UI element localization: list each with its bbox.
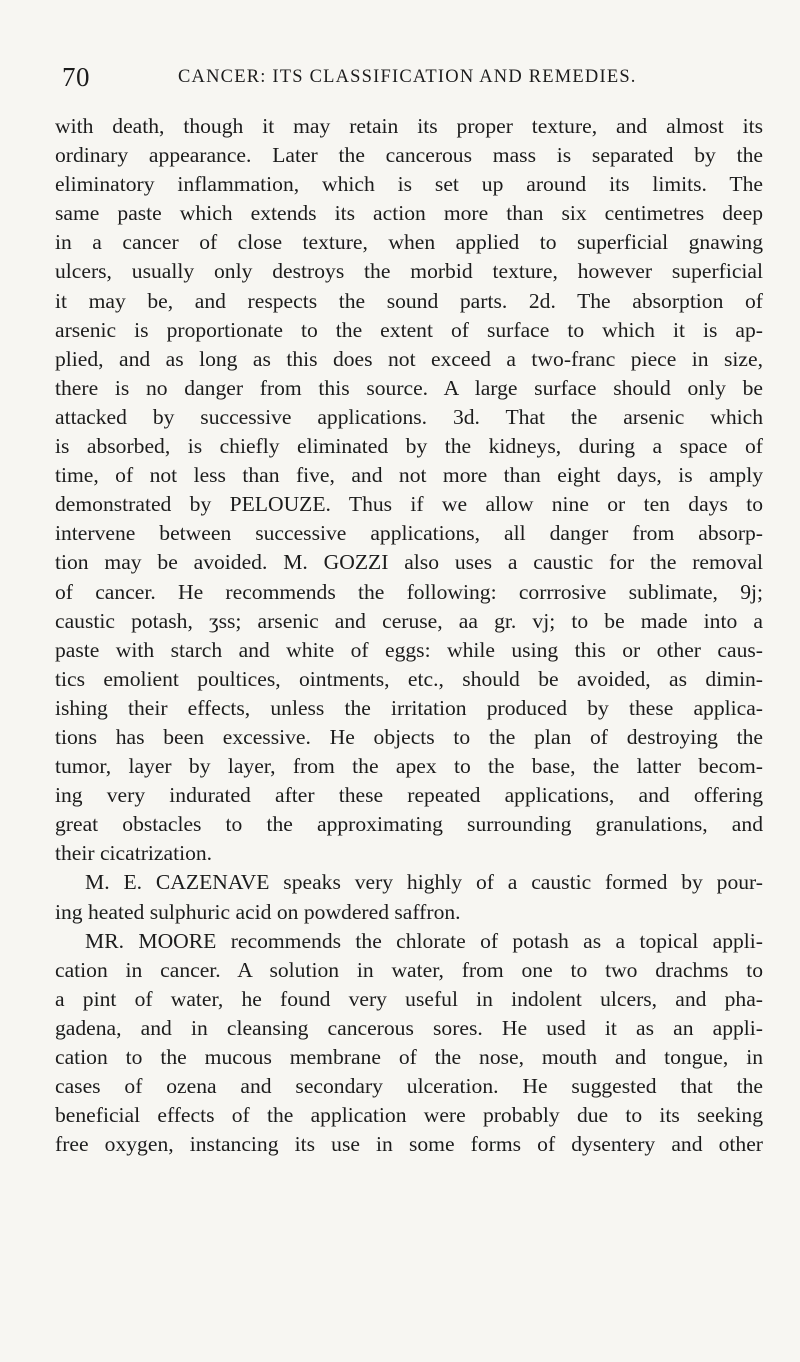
text-line: same paste which extends its action more than six centimetres deep bbox=[55, 201, 763, 226]
text-line: cation to the mucous membrane of the nose, mouth and tongue, in bbox=[55, 1045, 763, 1069]
text-line: cases of ozena and secondary ulceration. He suggested that the bbox=[55, 1074, 763, 1099]
text-line: in a cancer of close texture, when applied to superficial gnawing bbox=[55, 230, 763, 255]
text-line: arsenic is proportionate to the extent of surface to which it is ap- bbox=[55, 317, 763, 342]
text-line: ing heated sulphuric acid on powdered saffron. bbox=[55, 899, 461, 924]
text-line: tion may be avoided. M. GOZZI also uses a caustic for the removal bbox=[55, 550, 763, 575]
text-line: gadena, and in cleansing cancerous sores. He used it as an appli- bbox=[55, 1015, 763, 1040]
running-title: CANCER: ITS CLASSIFICATION AND REMEDIES. bbox=[178, 67, 637, 87]
text-line: ishing their effects, unless the irritation produced by these applica- bbox=[55, 695, 763, 720]
page-header bbox=[62, 62, 752, 96]
text-line: paste with starch and white of eggs: while using this or other caus- bbox=[55, 637, 763, 662]
text-line: plied, and as long as this does not exceed a two-franc piece in size, bbox=[55, 346, 763, 371]
text-line: free oxygen, instancing its use in some forms of dysentery and other bbox=[55, 1132, 763, 1157]
text-line: a pint of water, he found very useful in indolent ulcers, and pha- bbox=[55, 986, 763, 1011]
text-line: intervene between successive applications, all danger from absorp- bbox=[55, 521, 763, 546]
text-line: M. E. CAZENAVE speaks very highly of a caustic formed by pour- bbox=[85, 870, 763, 895]
text-line: their cicatrization. bbox=[55, 841, 213, 866]
body-text bbox=[55, 112, 763, 1159]
text-line: caustic potash, ʒss; arsenic and ceruse, aa gr. vj; to be made into a bbox=[55, 608, 763, 633]
text-line: is absorbed, is chiefly eliminated by the kidneys, during a space of bbox=[55, 434, 763, 459]
text-line: tumor, layer by layer, from the apex to the base, the latter becom- bbox=[55, 754, 763, 779]
text-line: of cancer. He recommends the following: corrrosive sublimate, 9j; bbox=[55, 579, 763, 604]
text-line: cation in cancer. A solution in water, from one to two drachms to bbox=[55, 957, 763, 982]
text-line: great obstacles to the approximating surrounding granulations, and bbox=[55, 812, 763, 837]
text-line: beneficial effects of the application were probably due to its seeking bbox=[55, 1103, 763, 1128]
text-line: with death, though it may retain its proper texture, and almost its bbox=[55, 114, 763, 138]
page-number: 70 bbox=[62, 62, 90, 92]
text-line: ulcers, usually only destroys the morbid texture, however superficial bbox=[55, 259, 763, 284]
text-line: attacked by successive applications. 3d. That the arsenic which bbox=[55, 404, 763, 429]
text-line: tions has been excessive. He objects to the plan of destroying the bbox=[55, 724, 763, 749]
text-line: tics emolient poultices, ointments, etc., should be avoided, as dimin- bbox=[55, 666, 763, 691]
text-line: ing very indurated after these repeated applications, and offering bbox=[55, 783, 763, 808]
text-line: it may be, and respects the sound parts. 2d. The absorption of bbox=[55, 288, 763, 313]
text-line: MR. MOORE recommends the chlorate of potash as a topical appli- bbox=[85, 928, 763, 953]
text-line: there is no danger from this source. A large surface should only be bbox=[55, 375, 763, 400]
text-line: demonstrated by PELOUZE. Thus if we allow nine or ten days to bbox=[55, 492, 763, 517]
text-line: ordinary appearance. Later the cancerous mass is separated by the bbox=[55, 143, 763, 168]
text-line: eliminatory inflammation, which is set up around its limits. The bbox=[55, 172, 763, 197]
text-line: time, of not less than five, and not more than eight days, is amply bbox=[55, 463, 763, 488]
